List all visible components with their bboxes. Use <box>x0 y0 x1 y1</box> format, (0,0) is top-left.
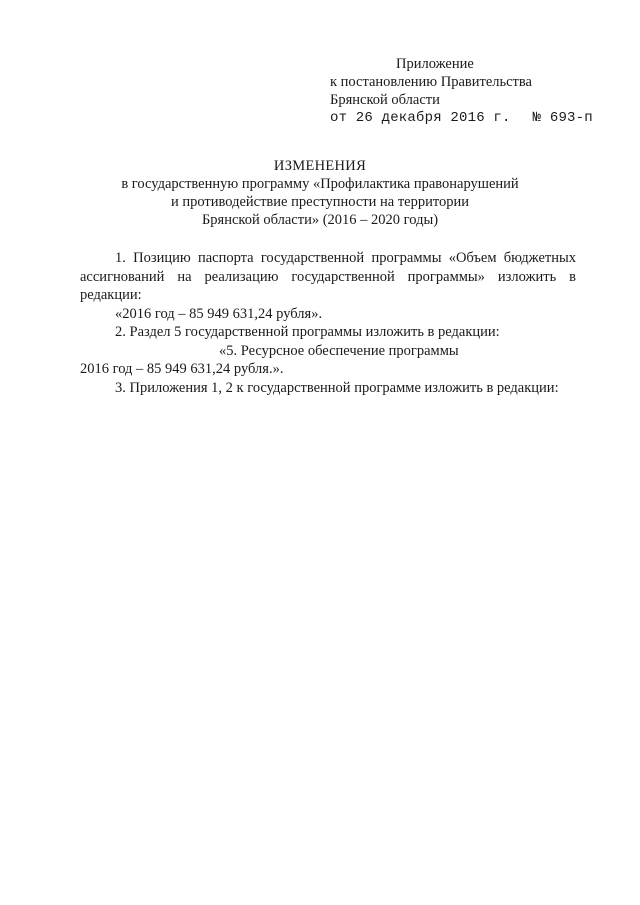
document-subtitle-line1: в государственную программу «Профилактика правонарушений <box>121 176 519 192</box>
body-item-2: 2. Раздел 5 государственной программы изложить в редакции: <box>115 324 500 340</box>
approval-decree: к постановлению Правительства <box>330 74 532 90</box>
approval-date-number <box>330 109 610 127</box>
approval-number: № 693-п <box>532 110 593 126</box>
body-item-3: 3. Приложения 1, 2 к государственной программе изложить в редакции: <box>115 379 559 396</box>
document-subtitle-line3: Брянской области» (2016 – 2020 годы) <box>201 212 439 228</box>
approval-date: от 26 декабря 2016 г. <box>330 110 511 126</box>
document-heading: ИЗМЕНЕНИЯ <box>273 158 367 174</box>
document-subtitle-line2: и противодействие преступности на территории <box>170 194 470 210</box>
approval-title: Приложение <box>396 56 474 72</box>
approval-region: Брянской области <box>330 92 440 108</box>
body-item-2-value: 2016 год – 85 949 631,24 рубля.». <box>80 361 284 377</box>
body-item-1: 1. Позицию паспорта государственной программы «Объем бюджетных ассигнований на реализацию государственной программы» изложить в редакции: <box>80 250 576 303</box>
document-title-block <box>0 157 640 229</box>
approval-block <box>330 55 610 127</box>
document-body <box>80 249 576 397</box>
body-item-2-section: «5. Ресурсное обеспечение программы <box>219 342 459 359</box>
body-item-1-quote: «2016 год – 85 949 631,24 рубля». <box>115 305 323 322</box>
